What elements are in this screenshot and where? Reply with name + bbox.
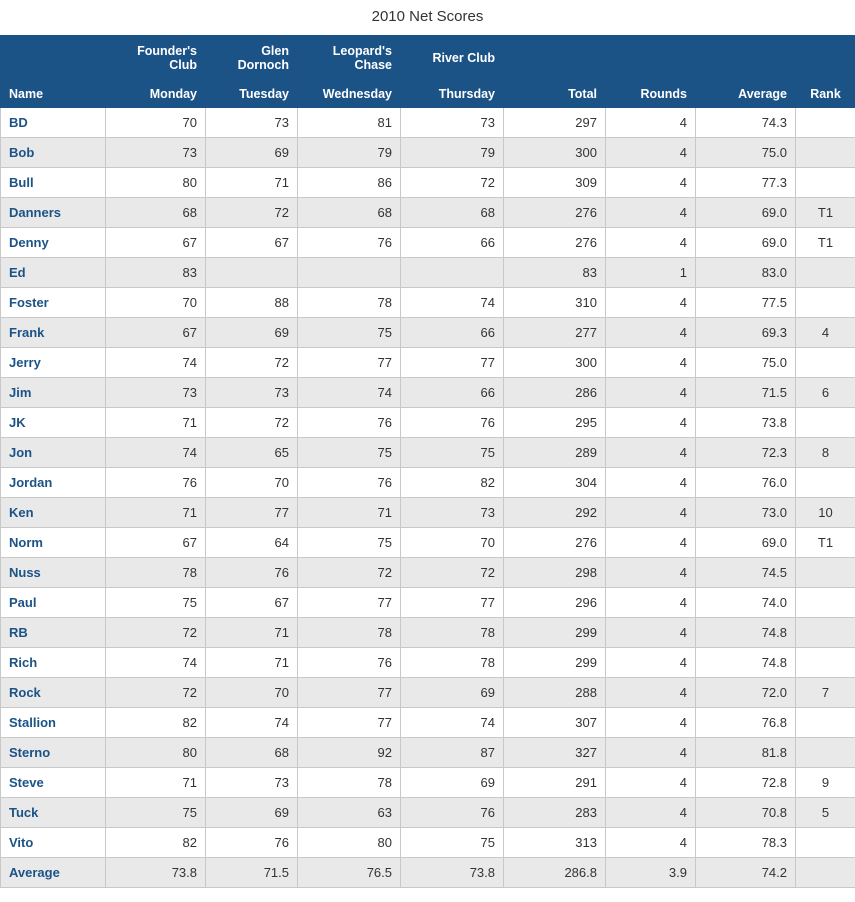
monday-cell: 75 (106, 588, 206, 618)
wednesday-cell: 76 (298, 228, 401, 258)
wednesday-cell: 77 (298, 678, 401, 708)
course-header-glen-dornoch: Glen Dornoch (206, 36, 298, 80)
tuesday-cell: 73 (206, 108, 298, 138)
rounds-cell: 4 (606, 738, 696, 768)
table-row (1, 618, 855, 648)
table-header (1, 36, 855, 108)
total-cell: 291 (504, 768, 606, 798)
total-cell: 313 (504, 828, 606, 858)
total-cell: 297 (504, 108, 606, 138)
wednesday-cell: 76 (298, 648, 401, 678)
table-row (1, 738, 855, 768)
course-header-river-club: River Club (401, 36, 504, 80)
rounds-cell: 4 (606, 678, 696, 708)
player-name-cell: Jim (1, 378, 106, 408)
table-row (1, 108, 855, 138)
total-cell: 298 (504, 558, 606, 588)
column-header-rank[interactable]: Rank (796, 80, 855, 108)
total-cell: 288 (504, 678, 606, 708)
average-cell: 73.8 (696, 408, 796, 438)
wednesday-cell: 76 (298, 468, 401, 498)
monday-cell: 67 (106, 528, 206, 558)
rounds-cell: 4 (606, 828, 696, 858)
rounds-cell: 4 (606, 198, 696, 228)
tuesday-cell: 72 (206, 198, 298, 228)
thursday-cell: 74 (401, 708, 504, 738)
column-header-wednesday[interactable]: Wednesday (298, 80, 401, 108)
table-row (1, 498, 855, 528)
wednesday-cell: 79 (298, 138, 401, 168)
average-thursday-cell: 73.8 (401, 858, 504, 888)
course-header-row (1, 36, 855, 80)
average-cell: 69.0 (696, 528, 796, 558)
tuesday-cell: 71 (206, 618, 298, 648)
average-cell: 73.0 (696, 498, 796, 528)
player-name-cell: JK (1, 408, 106, 438)
rounds-cell: 4 (606, 228, 696, 258)
player-name-cell: Rock (1, 678, 106, 708)
thursday-cell: 77 (401, 588, 504, 618)
thursday-cell: 69 (401, 768, 504, 798)
wednesday-cell: 78 (298, 288, 401, 318)
thursday-cell: 70 (401, 528, 504, 558)
monday-cell: 83 (106, 258, 206, 288)
total-cell: 276 (504, 228, 606, 258)
wednesday-cell: 77 (298, 348, 401, 378)
thursday-cell (401, 258, 504, 288)
table-row (1, 768, 855, 798)
thursday-cell: 68 (401, 198, 504, 228)
rank-cell (796, 618, 855, 648)
rank-cell (796, 828, 855, 858)
rank-cell: T1 (796, 198, 855, 228)
wednesday-cell: 78 (298, 768, 401, 798)
rounds-cell: 4 (606, 408, 696, 438)
monday-cell: 74 (106, 348, 206, 378)
table-row (1, 288, 855, 318)
average-cell: 69.3 (696, 318, 796, 348)
player-name-cell: RB (1, 618, 106, 648)
player-name-cell: Sterno (1, 738, 106, 768)
average-cell: 74.5 (696, 558, 796, 588)
tuesday-cell: 76 (206, 558, 298, 588)
thursday-cell: 82 (401, 468, 504, 498)
average-tuesday-cell: 71.5 (206, 858, 298, 888)
monday-cell: 73 (106, 378, 206, 408)
total-cell: 295 (504, 408, 606, 438)
thursday-cell: 73 (401, 108, 504, 138)
total-cell: 296 (504, 588, 606, 618)
rounds-cell: 4 (606, 648, 696, 678)
tuesday-cell: 71 (206, 648, 298, 678)
thursday-cell: 76 (401, 798, 504, 828)
wednesday-cell: 77 (298, 588, 401, 618)
table-row (1, 558, 855, 588)
wednesday-cell: 68 (298, 198, 401, 228)
table-row (1, 468, 855, 498)
average-cell: 74.0 (696, 588, 796, 618)
table-row (1, 828, 855, 858)
rounds-cell: 4 (606, 138, 696, 168)
rounds-cell: 4 (606, 798, 696, 828)
player-name-cell: Frank (1, 318, 106, 348)
total-cell: 327 (504, 738, 606, 768)
total-cell: 310 (504, 288, 606, 318)
thursday-cell: 75 (401, 828, 504, 858)
total-cell: 277 (504, 318, 606, 348)
total-cell: 300 (504, 348, 606, 378)
rank-cell: 6 (796, 378, 855, 408)
column-header-average[interactable]: Average (696, 80, 796, 108)
column-header-row (1, 80, 855, 108)
thursday-cell: 76 (401, 408, 504, 438)
average-cell: 74.3 (696, 108, 796, 138)
wednesday-cell: 75 (298, 438, 401, 468)
table-row (1, 708, 855, 738)
rounds-cell: 4 (606, 498, 696, 528)
rank-cell: T1 (796, 528, 855, 558)
table-row (1, 588, 855, 618)
monday-cell: 73 (106, 138, 206, 168)
average-rounds-cell: 3.9 (606, 858, 696, 888)
course-header-founders: Founder's Club (106, 36, 206, 80)
thursday-cell: 72 (401, 558, 504, 588)
tuesday-cell: 65 (206, 438, 298, 468)
monday-cell: 72 (106, 678, 206, 708)
player-name-cell: Foster (1, 288, 106, 318)
average-monday-cell: 73.8 (106, 858, 206, 888)
player-name-cell: Ken (1, 498, 106, 528)
thursday-cell: 77 (401, 348, 504, 378)
wednesday-cell: 92 (298, 738, 401, 768)
monday-cell: 74 (106, 438, 206, 468)
monday-cell: 72 (106, 618, 206, 648)
rounds-cell: 4 (606, 438, 696, 468)
total-cell: 304 (504, 468, 606, 498)
player-name-cell: BD (1, 108, 106, 138)
rounds-cell: 4 (606, 168, 696, 198)
monday-cell: 74 (106, 648, 206, 678)
table-row (1, 168, 855, 198)
average-cell: 81.8 (696, 738, 796, 768)
column-header-total[interactable]: Total (504, 80, 606, 108)
monday-cell: 82 (106, 828, 206, 858)
tuesday-cell: 64 (206, 528, 298, 558)
average-cell: 83.0 (696, 258, 796, 288)
average-cell: 75.0 (696, 138, 796, 168)
table-row (1, 198, 855, 228)
average-cell: 69.0 (696, 228, 796, 258)
table-row (1, 528, 855, 558)
tuesday-cell: 69 (206, 798, 298, 828)
tuesday-cell: 67 (206, 228, 298, 258)
wednesday-cell: 81 (298, 108, 401, 138)
average-total-cell: 286.8 (504, 858, 606, 888)
wednesday-cell: 76 (298, 408, 401, 438)
total-cell: 286 (504, 378, 606, 408)
table-row (1, 318, 855, 348)
rounds-cell: 1 (606, 258, 696, 288)
tuesday-cell: 67 (206, 588, 298, 618)
rounds-cell: 4 (606, 618, 696, 648)
wednesday-cell: 75 (298, 528, 401, 558)
net-scores-table (0, 35, 855, 888)
wednesday-cell (298, 258, 401, 288)
monday-cell: 76 (106, 468, 206, 498)
rounds-cell: 4 (606, 558, 696, 588)
table-row (1, 348, 855, 378)
monday-cell: 75 (106, 798, 206, 828)
player-name-cell: Rich (1, 648, 106, 678)
wednesday-cell: 86 (298, 168, 401, 198)
thursday-cell: 69 (401, 678, 504, 708)
monday-cell: 68 (106, 198, 206, 228)
rank-cell (796, 168, 855, 198)
average-cell: 71.5 (696, 378, 796, 408)
tuesday-cell: 70 (206, 678, 298, 708)
table-row (1, 228, 855, 258)
rank-cell (796, 138, 855, 168)
tuesday-cell: 73 (206, 768, 298, 798)
wednesday-cell: 71 (298, 498, 401, 528)
tuesday-cell: 76 (206, 828, 298, 858)
table-row (1, 138, 855, 168)
table-row (1, 438, 855, 468)
player-name-cell: Danners (1, 198, 106, 228)
rank-cell (796, 468, 855, 498)
average-cell: 74.8 (696, 618, 796, 648)
thursday-cell: 66 (401, 318, 504, 348)
total-cell: 276 (504, 198, 606, 228)
table-row (1, 798, 855, 828)
course-header-average-blank (696, 36, 796, 80)
tuesday-cell: 69 (206, 318, 298, 348)
player-name-cell: Tuck (1, 798, 106, 828)
thursday-cell: 79 (401, 138, 504, 168)
player-name-cell: Jon (1, 438, 106, 468)
tuesday-cell: 73 (206, 378, 298, 408)
average-cell: 76.0 (696, 468, 796, 498)
monday-cell: 70 (106, 288, 206, 318)
player-name-cell: Vito (1, 828, 106, 858)
thursday-cell: 78 (401, 648, 504, 678)
rounds-cell: 4 (606, 588, 696, 618)
monday-cell: 71 (106, 498, 206, 528)
monday-cell: 80 (106, 168, 206, 198)
rounds-cell: 4 (606, 768, 696, 798)
total-cell: 300 (504, 138, 606, 168)
table-row (1, 408, 855, 438)
rank-cell: 4 (796, 318, 855, 348)
tuesday-cell: 72 (206, 348, 298, 378)
rank-cell (796, 708, 855, 738)
column-header-thursday[interactable]: Thursday (401, 80, 504, 108)
rounds-cell: 4 (606, 288, 696, 318)
rank-cell (796, 558, 855, 588)
average-cell: 77.3 (696, 168, 796, 198)
rounds-cell: 4 (606, 348, 696, 378)
table-body (1, 108, 855, 858)
wednesday-cell: 75 (298, 318, 401, 348)
total-cell: 307 (504, 708, 606, 738)
average-row (1, 858, 855, 888)
wednesday-cell: 63 (298, 798, 401, 828)
monday-cell: 82 (106, 708, 206, 738)
total-cell: 83 (504, 258, 606, 288)
table-footer (1, 858, 855, 888)
rank-cell (796, 348, 855, 378)
rank-cell: 10 (796, 498, 855, 528)
wednesday-cell: 72 (298, 558, 401, 588)
thursday-cell: 87 (401, 738, 504, 768)
tuesday-cell: 70 (206, 468, 298, 498)
table-row (1, 678, 855, 708)
tuesday-cell: 69 (206, 138, 298, 168)
thursday-cell: 66 (401, 228, 504, 258)
player-name-cell: Stallion (1, 708, 106, 738)
player-name-cell: Nuss (1, 558, 106, 588)
tuesday-cell (206, 258, 298, 288)
thursday-cell: 73 (401, 498, 504, 528)
rounds-cell: 4 (606, 468, 696, 498)
total-cell: 299 (504, 618, 606, 648)
monday-cell: 78 (106, 558, 206, 588)
average-cell: 72.8 (696, 768, 796, 798)
table-row (1, 258, 855, 288)
player-name-cell: Norm (1, 528, 106, 558)
monday-cell: 80 (106, 738, 206, 768)
player-name-cell: Bull (1, 168, 106, 198)
total-cell: 299 (504, 648, 606, 678)
average-cell: 74.8 (696, 648, 796, 678)
rounds-cell: 4 (606, 108, 696, 138)
average-label-cell: Average (1, 858, 106, 888)
rounds-cell: 4 (606, 708, 696, 738)
monday-cell: 67 (106, 318, 206, 348)
course-header-blank (1, 36, 106, 80)
tuesday-cell: 77 (206, 498, 298, 528)
total-cell: 309 (504, 168, 606, 198)
column-header-tuesday[interactable]: Tuesday (206, 80, 298, 108)
rank-cell (796, 648, 855, 678)
tuesday-cell: 71 (206, 168, 298, 198)
rank-cell: 7 (796, 678, 855, 708)
rank-cell (796, 408, 855, 438)
player-name-cell: Bob (1, 138, 106, 168)
average-cell: 77.5 (696, 288, 796, 318)
player-name-cell: Jerry (1, 348, 106, 378)
rounds-cell: 4 (606, 318, 696, 348)
average-cell: 72.0 (696, 678, 796, 708)
total-cell: 292 (504, 498, 606, 528)
average-cell: 72.3 (696, 438, 796, 468)
wednesday-cell: 77 (298, 708, 401, 738)
tuesday-cell: 72 (206, 408, 298, 438)
total-cell: 283 (504, 798, 606, 828)
average-average-cell: 74.2 (696, 858, 796, 888)
thursday-cell: 78 (401, 618, 504, 648)
wednesday-cell: 74 (298, 378, 401, 408)
average-cell: 76.8 (696, 708, 796, 738)
rank-cell (796, 258, 855, 288)
rank-cell: 9 (796, 768, 855, 798)
total-cell: 289 (504, 438, 606, 468)
average-rank-cell (796, 858, 855, 888)
table-row (1, 378, 855, 408)
player-name-cell: Paul (1, 588, 106, 618)
tuesday-cell: 88 (206, 288, 298, 318)
average-cell: 70.8 (696, 798, 796, 828)
player-name-cell: Denny (1, 228, 106, 258)
average-wednesday-cell: 76.5 (298, 858, 401, 888)
course-header-rank-blank (796, 36, 855, 80)
rounds-cell: 4 (606, 528, 696, 558)
rank-cell (796, 288, 855, 318)
column-header-name[interactable]: Name (1, 80, 106, 108)
wednesday-cell: 80 (298, 828, 401, 858)
monday-cell: 71 (106, 408, 206, 438)
thursday-cell: 75 (401, 438, 504, 468)
player-name-cell: Ed (1, 258, 106, 288)
average-cell: 78.3 (696, 828, 796, 858)
rank-cell (796, 588, 855, 618)
tuesday-cell: 74 (206, 708, 298, 738)
tuesday-cell: 68 (206, 738, 298, 768)
average-cell: 69.0 (696, 198, 796, 228)
rounds-cell: 4 (606, 378, 696, 408)
course-header-leopards-chase: Leopard's Chase (298, 36, 401, 80)
column-header-monday[interactable]: Monday (106, 80, 206, 108)
wednesday-cell: 78 (298, 618, 401, 648)
monday-cell: 71 (106, 768, 206, 798)
monday-cell: 67 (106, 228, 206, 258)
course-header-total-blank (504, 36, 606, 80)
player-name-cell: Jordan (1, 468, 106, 498)
thursday-cell: 72 (401, 168, 504, 198)
rank-cell: T1 (796, 228, 855, 258)
column-header-rounds[interactable]: Rounds (606, 80, 696, 108)
course-header-rounds-blank (606, 36, 696, 80)
table-row (1, 648, 855, 678)
player-name-cell: Steve (1, 768, 106, 798)
monday-cell: 70 (106, 108, 206, 138)
thursday-cell: 66 (401, 378, 504, 408)
page-title: 2010 Net Scores (371, 8, 484, 25)
average-cell: 75.0 (696, 348, 796, 378)
rank-cell (796, 108, 855, 138)
rank-cell (796, 738, 855, 768)
thursday-cell: 74 (401, 288, 504, 318)
rank-cell: 5 (796, 798, 855, 828)
total-cell: 276 (504, 528, 606, 558)
rank-cell: 8 (796, 438, 855, 468)
